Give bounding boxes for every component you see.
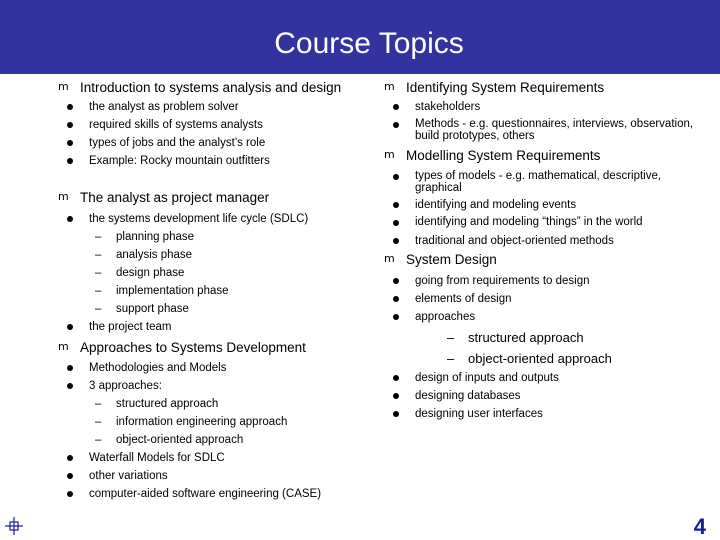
bullet-dot-icon: [393, 296, 399, 302]
section-heading: m Identifying System Requirements: [384, 80, 704, 96]
bullet-m-icon: [58, 81, 68, 93]
bullet-dot-icon: [67, 122, 73, 128]
list-item: the systems development life cycle (SDLC): [58, 212, 363, 226]
section-heading: m Introduction to systems analysis and design: [58, 80, 363, 96]
bullet-dot-icon: [393, 375, 399, 381]
bullet-m-icon: [384, 253, 394, 265]
bullet-dot-icon: [393, 122, 399, 128]
sub-list-item: – structured approach: [447, 330, 584, 345]
bullet-m-icon: [58, 341, 68, 353]
bullet-dot-icon: [67, 365, 73, 371]
slide-title: Course Topics: [274, 27, 464, 60]
list-item: required skills of systems analysts: [58, 118, 363, 132]
list-item: the project team: [58, 320, 363, 334]
bullet-dot-icon: [67, 455, 73, 461]
bullet-dot-icon: [393, 278, 399, 284]
list-item: designing user interfaces: [384, 407, 704, 421]
sub-list-item: – object-oriented approach: [447, 351, 612, 366]
bullet-m-icon: [58, 191, 68, 203]
sub-list-item: – implementation phase: [95, 285, 229, 297]
list-item: types of jobs and the analyst’s role: [58, 136, 363, 150]
section-heading: m Approaches to Systems Development: [58, 340, 363, 356]
bullet-dot-icon: [67, 104, 73, 110]
left-column: [58, 80, 363, 501]
list-item: Methodologies and Models: [58, 361, 363, 375]
sub-list-item: – information engineering approach: [95, 416, 288, 428]
bullet-m-icon: [384, 81, 394, 93]
page-number: 4: [693, 514, 706, 539]
bullet-dot-icon: [67, 491, 73, 497]
bullet-dot-icon: [393, 314, 399, 320]
list-item: identifying and modeling events: [384, 198, 704, 212]
list-item: other variations: [58, 469, 363, 483]
bullet-dot-icon: [393, 393, 399, 399]
list-item: going from requirements to design: [384, 274, 704, 288]
list-item: Example: Rocky mountain outfitters: [58, 154, 363, 168]
list-item: identifying and modeling “things” in the world: [384, 216, 704, 228]
list-item: stakeholders: [384, 100, 704, 114]
list-item: types of models - e.g. mathematical, descriptive, graphical: [384, 170, 704, 194]
right-column: [384, 80, 704, 421]
list-item: the analyst as problem solver: [58, 100, 363, 114]
bullet-dot-icon: [67, 324, 73, 330]
sub-list-item: – object-oriented approach: [95, 434, 244, 446]
sub-list-item: – support phase: [95, 303, 189, 315]
sub-list-item: – planning phase: [95, 231, 195, 243]
list-item: Methods - e.g. questionnaires, interviews, observation, build prototypes, others: [384, 118, 704, 142]
list-item: 3 approaches:: [58, 379, 363, 393]
section-heading: m The analyst as project manager: [58, 190, 363, 206]
bullet-dot-icon: [393, 202, 399, 208]
bullet-dot-icon: [393, 238, 399, 244]
bullet-dot-icon: [67, 158, 73, 164]
list-item: computer-aided software engineering (CASE): [58, 487, 329, 501]
list-item: elements of design: [384, 292, 704, 306]
bullet-dot-icon: [393, 104, 399, 110]
bullet-m-icon: [384, 149, 394, 161]
bullet-dot-icon: [67, 216, 73, 222]
sub-list-item: – analysis phase: [95, 249, 193, 261]
sub-list-item: – structured approach: [95, 398, 219, 410]
bullet-dot-icon: [67, 473, 73, 479]
crosshair-icon: [4, 516, 24, 536]
bullet-dot-icon: [67, 383, 73, 389]
section-heading: m System Design: [384, 252, 704, 268]
list-item: design of inputs and outputs: [384, 371, 704, 385]
list-item: designing databases: [384, 389, 704, 403]
section-heading: m Modelling System Requirements: [384, 148, 704, 164]
bullet-dot-icon: [393, 220, 399, 226]
list-item: approaches: [384, 310, 704, 324]
sub-list-item: – design phase: [95, 267, 185, 279]
bullet-dot-icon: [393, 174, 399, 180]
bullet-dot-icon: [393, 411, 399, 417]
list-item: traditional and object-oriented methods: [384, 234, 704, 248]
list-item: Waterfall Models for SDLC: [58, 451, 363, 465]
bullet-dot-icon: [67, 140, 73, 146]
